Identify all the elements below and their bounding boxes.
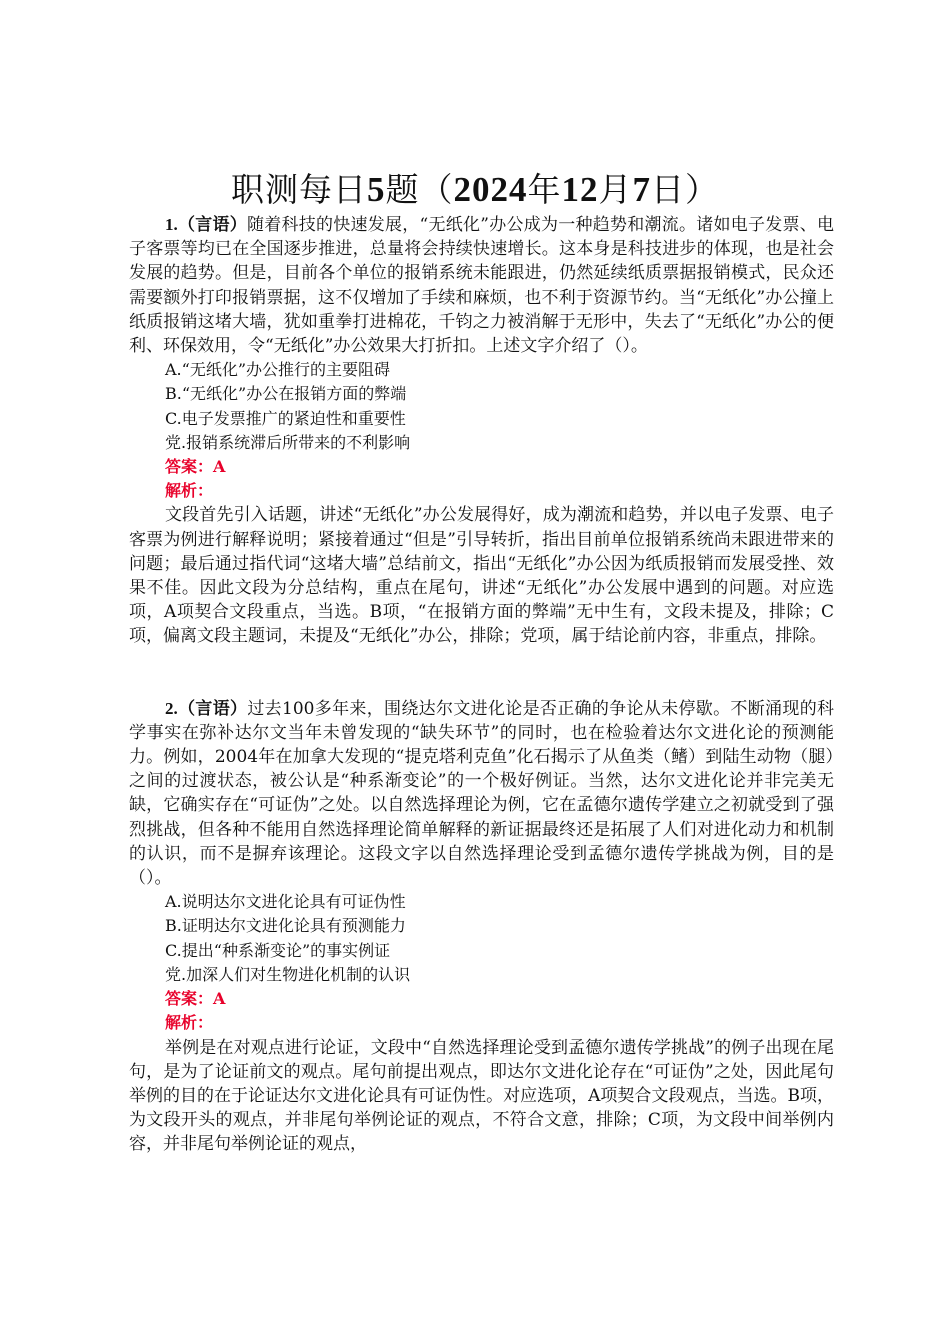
- spacer: [129, 649, 834, 673]
- option-b: B.“无纸化”办公在报销方面的弊端: [165, 384, 407, 404]
- title-day: 7: [632, 170, 651, 209]
- question-text: 随着科技的快速发展，“无纸化”办公成为一种趋势和潮流。诸如电子发票、电子客票等均已在全国逐步推进，总量将会持续快速增长。这本身是科技进步的体现，也是社会发展的趋势。但是，目前各个单位的报销系统未能跟进，仍然延续纸质票据报销模式，民众还需要额外打印报销票据，这不仅增加了手续和麻烦，也不利于资源节约。当“无纸化”办公撞上纸质报销这堵大墙，犹如重拳打进棉花，千钧之力被消解于无形中，失去了“无纸化”办公的便利、环保效用，令“无纸化”办公效果大打折扣。上述文字介绍了（）。: [129, 215, 834, 357]
- question-number: 2.: [165, 698, 178, 718]
- question-block: [129, 697, 834, 1157]
- option-c: C.电子发票推广的紧迫性和重要性: [165, 408, 406, 428]
- question-number: 1.: [165, 215, 178, 234]
- title-count: 5: [367, 170, 386, 209]
- title-year-suffix: 年: [527, 170, 562, 209]
- analysis-label: 解析：: [165, 481, 214, 501]
- answer-label: 答案：A: [165, 989, 226, 1009]
- title-month-suffix: 月: [598, 170, 633, 209]
- question-text: 过去100多年来，围绕达尔文进化论是否正确的争论从未停歇。不断涌现的科学事实在弥补达尔文当年未曾发现的“缺失环节”的同时，也在检验着达尔文进化论的预测能力。例如，2004年在加拿大发现的“提克塔利克鱼”化石揭示了从鱼类（鳍）到陆生动物（腿）之间的过渡状态，被公认是“种系渐变论”的一个极好例证。当然，达尔文进化论并非完美无缺，它确实存在“可证伪”之处。以自然选择理论为例，它在孟德尔遗传学建立之初就受到了强烈挑战，但各种不能用自然选择理论简单解释的新证据最终还是拓展了人们对进化动力和机制的认识，而不是摒弃该理论。这段文字以自然选择理论受到孟德尔遗传学挑战为例，目的是（）。: [129, 698, 835, 889]
- option-a: A.说明达尔文进化论具有可证伪性: [165, 892, 406, 912]
- option-d: 党.报销系统滞后所带来的不利影响: [165, 432, 411, 452]
- analysis-text: 文段首先引入话题，讲述“无纸化”办公发展得好，成为潮流和趋势，并以电子发票、电子客票为例进行解释说明；紧接着通过“但是”引导转折，指出目前单位报销系统尚未跟进带来的问题；最后通过指代词“这堵大墙”总结前文，指出“无纸化”办公因为纸质报销而发展受挫、效果不佳。因此文段为分总结构，重点在尾句，讲述“无纸化”办公发展中遇到的问题。对应选项，A项契合文段重点，当选。B项，“在报销方面的弊端”无中生有，文段未提及，排除；C项，偏离文段主题词，未提及“无纸化”办公，排除；党项，属于结论前内容，非重点，排除。: [129, 505, 834, 647]
- question-stem: [129, 697, 834, 891]
- option-d: 党.加深人们对生物进化机制的认识: [165, 964, 411, 984]
- option-b: B.证明达尔文进化论具有预测能力: [165, 916, 406, 936]
- question-category: （言语）: [177, 215, 248, 235]
- title-month: 12: [561, 170, 599, 209]
- analysis-text: 举例是在对观点进行论证，文段中“自然选择理论受到孟德尔遗传学挑战”的例子出现在尾句，是为了论证前文的观点。尾句前提出观点，即达尔文进化论存在“可证伪”之处，因此尾句举例的目的在于论证达尔文进化论具有可证伪性。对应选项，A项契合文段观点，当选。B项，为文段开头的观点，并非尾句举例论证的观点，不符合文意，排除；C项，为文段中间举例内容，并非尾句举例论证的观点，: [129, 1037, 834, 1155]
- title-mid: 题（: [385, 170, 454, 209]
- title-day-suffix: 日）: [651, 170, 719, 209]
- question-category: （言语）: [177, 698, 248, 719]
- title-prefix: 职测每日: [231, 170, 367, 209]
- question-block: [129, 213, 834, 649]
- document-body: [129, 213, 834, 1157]
- page-title: [0, 166, 950, 214]
- question-stem: [129, 213, 834, 358]
- analysis-label: 解析：: [165, 1013, 214, 1033]
- option-a: A.“无纸化”办公推行的主要阻碍: [165, 360, 391, 380]
- answer-label: 答案：A: [165, 457, 226, 477]
- option-c: C.提出“种系渐变论”的事实例证: [165, 940, 391, 960]
- spacer: [129, 673, 834, 697]
- title-year: 2024: [453, 170, 528, 209]
